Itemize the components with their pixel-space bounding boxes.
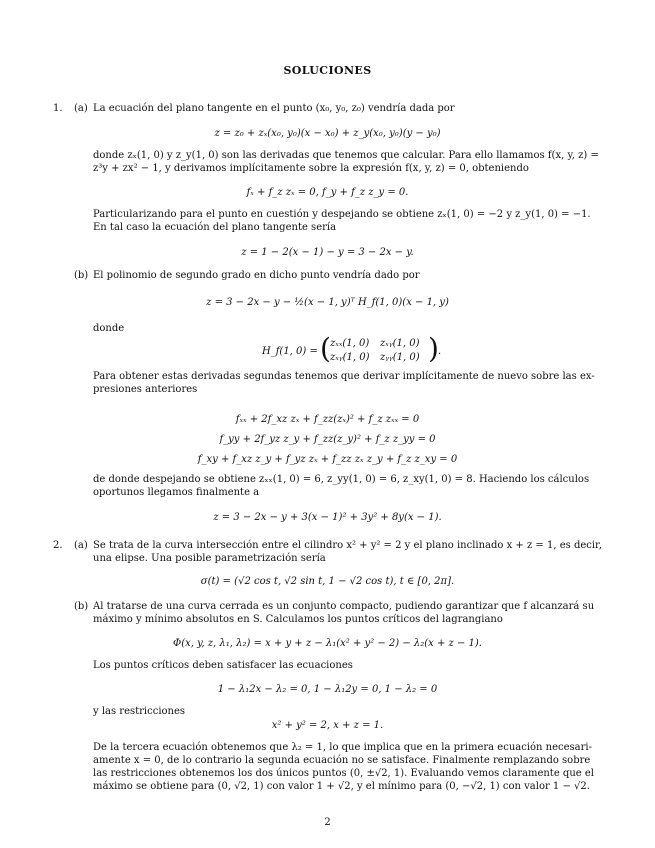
problem-2-number: 2. xyxy=(53,540,63,551)
text-line: una elipse. Una posible parametrización sería xyxy=(93,553,326,564)
text-line: máximo se obtiene para (0, √2, 1) con valor 1 + √2, y el mínimo para (0, −√2, 1) con valor 1 − √2. xyxy=(93,781,590,792)
equation: z = 1 − 2(x − 1) − y = 3 − 2x − y. xyxy=(241,247,414,258)
equation: z = 3 − 2x − y + 3(x − 1)² + 3y² + 8y(x − 1). xyxy=(213,512,442,523)
text-line: las restricciones obtenemos los dos únicos puntos (0, ±√2, 1). Evaluando vemos claramente que el xyxy=(93,768,594,779)
equation: fₓₓ + 2f_xz zₓ + f_zz(zₓ)² + f_z zₓₓ = 0 xyxy=(235,414,420,425)
text-line: Para obtener estas derivadas segundas tenemos que derivar implícitamente de nuevo sobre las ex- xyxy=(93,371,595,382)
text-line: presiones anteriores xyxy=(93,384,198,395)
text-line: y las restricciones xyxy=(93,706,186,717)
equation: z = z₀ + zₓ(x₀, y₀)(x − x₀) + z_y(x₀, y₀)(y − y₀) xyxy=(214,128,441,139)
text-line: La ecuación del plano tangente en el punto (x₀, y₀, z₀) vendría dada por xyxy=(93,103,455,114)
period: . xyxy=(438,346,442,357)
equation: σ(t) = (√2 cos t, √2 sin t, 1 − √2 cos t), t ∈ [0, 2π]. xyxy=(200,576,455,587)
problem-1-number: 1. xyxy=(53,103,63,114)
problem-1a-label: (a) xyxy=(74,103,88,114)
text-line: Particularizando para el punto en cuestión y despejando se obtiene zₓ(1, 0) = −2 y z_y(1, 0) = −1. xyxy=(93,209,591,220)
text-line: de donde despejando se obtiene zₓₓ(1, 0) = 6, z_yy(1, 0) = 6, z_xy(1, 0) = 8. Haciendo los cálculos xyxy=(93,474,590,485)
text-line: El polinomio de segundo grado en dicho punto vendría dado por xyxy=(93,270,420,281)
problem-2a-label: (a) xyxy=(74,540,88,551)
text-line: donde zₓ(1, 0) y z_y(1, 0) son las derivadas que tenemos que calcular. Para ello llamamos f(x, y, z) = xyxy=(93,150,599,161)
matrix-cell: zᵧᵧ(1, 0) xyxy=(380,352,420,363)
text-line: amente x = 0, de lo contrario la segunda ecuación no se satisface. Finalmente remplazando sobre xyxy=(93,755,591,766)
text-line: Se trata de la curva intersección entre el cilindro x² + y² = 2 y el plano inclinado x + z = 1, es decir, xyxy=(93,540,602,551)
equation: fₓ + f_z zₓ = 0, f_y + f_z z_y = 0. xyxy=(246,187,409,198)
equation: Φ(x, y, z, λ₁, λ₂) = x + y + z − λ₁(x² + y² − 2) − λ₂(x + z − 1). xyxy=(173,638,482,649)
text-line: De la tercera ecuación obtenemos que λ₂ = 1, lo que implica que en la primera ecuación necesari- xyxy=(93,742,592,753)
equation: f_yy + 2f_yz z_y + f_zz(z_y)² + f_z z_yy = 0 xyxy=(219,434,436,445)
text-line: z³y + zx² − 1, y derivamos implícitamente sobre la expresión f(x, y, z) = 0, obteniendo xyxy=(93,163,529,174)
page-title: SOLUCIONES xyxy=(283,64,372,77)
matrix-cell: zₓᵧ(1, 0) xyxy=(380,338,420,349)
equation: 1 − λ₁2x − λ₂ = 0, 1 − λ₁2y = 0, 1 − λ₂ = 0 xyxy=(217,684,438,695)
text-line: oportunos llegamos finalmente a xyxy=(93,487,260,498)
equation: z = 3 − 2x − y − ½(x − 1, y)ᵀ H_f(1, 0)(x − 1, y) xyxy=(206,297,449,308)
equation: x² + y² = 2, x + z = 1. xyxy=(271,720,384,731)
matrix-cell: zₓₓ(1, 0) xyxy=(330,338,370,349)
equation: f_xy + f_xz z_y + f_yz zₓ + f_zz zₓ z_y + f_z z_xy = 0 xyxy=(197,454,458,465)
text-line: donde xyxy=(93,323,125,334)
text-line: Los puntos críticos deben satisfacer las ecuaciones xyxy=(93,660,353,671)
problem-1b-label: (b) xyxy=(74,270,89,281)
matrix-cell: zₓᵧ(1, 0) xyxy=(330,352,370,363)
text-line: máximo y mínimo absolutos en S. Calculamos los puntos críticos del lagrangiano xyxy=(93,614,503,625)
left-paren: ( xyxy=(320,332,331,365)
hessian-label: H_f(1, 0) = xyxy=(262,346,318,357)
problem-2b-label: (b) xyxy=(74,601,89,612)
right-paren: ) xyxy=(428,332,439,365)
text-line: En tal caso la ecuación del plano tangente sería xyxy=(93,222,337,233)
page-number: 2 xyxy=(324,817,331,828)
text-line: Al tratarse de una curva cerrada es un conjunto compacto, pudiendo garantizar que f alcanzará su xyxy=(93,601,595,612)
